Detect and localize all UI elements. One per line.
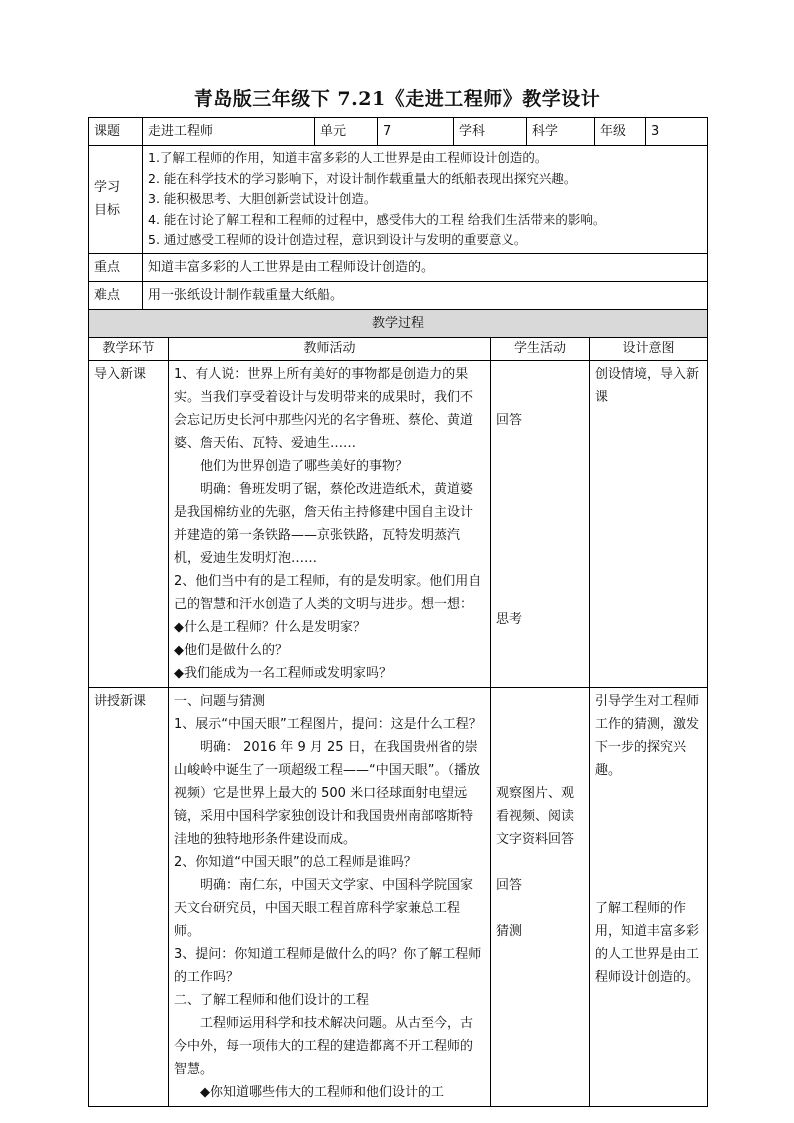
intro-teacher-para: 2、他们当中有的是工程师，有的是发明家。他们用自己的智慧和汗水创造了人类的文明与进步。想一想：: [174, 573, 482, 612]
lecture-teacher-para: 一、问题与猜测: [174, 693, 266, 709]
lecture-teacher-para: 3、提问：你知道工程师是做什么的吗？你了解工程师的工作吗？: [174, 946, 482, 985]
objectives-label: [89, 146, 143, 254]
objective-item: 4. 能在讨论了解工程和工程师的过程中，感受伟大的工程 给我们生活带来的影响。: [148, 211, 606, 227]
document-title: 青岛版三年级下 7.21《走进工程师》教学设计: [193, 88, 601, 110]
topic-label: 课题: [89, 118, 143, 146]
lecture-teacher-para: 1、展示“中国天眼”工程图片，提问：这是什么工程？: [174, 716, 482, 732]
lecture-teacher-para: 明确： 2016 年 9 月 25 日，在我国贵州省的崇山峻岭中诞生了一项超级工程——“中国天眼”。（播放视频）它是世界上最大的 500 米口径球面射电望远镜，采用中国科学家独创设计和我国贵州南部喀斯特洼地的独特地形条件建设而成。: [174, 739, 480, 847]
difficulty-text: 用一张纸设计制作载重量大纸船。: [143, 281, 708, 309]
unit-value: 7: [378, 118, 454, 146]
lecture-stage: 讲授新课: [89, 687, 169, 1106]
lecture-design-intent: [590, 687, 708, 1106]
lecture-student-answer: 回答: [496, 877, 523, 893]
lecture-teacher-para: 工程师运用科学和技术解决问题。从古至今，古今中外，每一项伟大的工程的建造都离不开工程师的智慧。: [174, 1015, 474, 1077]
column-header-stage: 教学环节: [89, 338, 169, 361]
intro-design-intent: 创设情境，导入新课: [590, 360, 708, 687]
objectives-label-line2: 目标: [94, 203, 121, 219]
intro-teacher-bullet: ◆他们是做什么的？: [174, 642, 288, 658]
column-header-student: 学生活动: [491, 338, 590, 361]
key-point-label: 重点: [89, 253, 143, 281]
objective-item: 3. 能积极思考、大胆创新尝试设计创造。: [148, 191, 377, 206]
lecture-teacher-bullet: ◆你知道哪些伟大的工程师和他们设计的工: [200, 1084, 444, 1100]
grade-value: 3: [646, 118, 708, 146]
lecture-teacher-para: 2、你知道“中国天眼”的总工程师是谁吗？: [174, 854, 417, 870]
lecture-student-guess: 猜测: [496, 923, 523, 939]
subject-label: 学科: [454, 118, 527, 146]
objectives-list: [143, 146, 708, 254]
intro-teacher-para: 明确：鲁班发明了锯，蔡伦改进造纸术，黄道婆是我国棉纺业的先驱，詹天佑主持修建中国自主设计并建造的第一条铁路——京张铁路，瓦特发明蒸汽机，爱迪生发明灯泡……: [174, 481, 474, 566]
intro-stage: 导入新课: [89, 360, 169, 687]
key-point-text: 知道丰富多彩的人工世界是由工程师设计创造的。: [143, 253, 708, 281]
intro-student-activity: [491, 360, 590, 687]
lecture-intent-1: 引导学生对工程师工作的猜测，激发下一步的探究兴趣。: [595, 693, 700, 778]
intro-student-think: 思考: [496, 611, 523, 627]
intro-student-answer: 回答: [496, 412, 523, 428]
lecture-teacher-para: 二、了解工程师和他们设计的工程: [174, 992, 370, 1008]
lecture-intent-2: 了解工程师的作用，知道丰富多彩的人工世界是由工程师设计创造的。: [595, 900, 700, 985]
process-header: 教学过程: [89, 309, 708, 337]
lesson-plan-table: [88, 117, 707, 1107]
subject-value: 科学: [527, 118, 595, 146]
objectives-label-line1: 学习: [94, 180, 121, 196]
intro-teacher-para: 他们为世界创造了哪些美好的事物？: [200, 458, 409, 474]
intro-teacher-activity: [169, 360, 491, 687]
unit-label: 单元: [315, 118, 378, 146]
lecture-teacher-para: 明确：南仁东，中国天文学家、中国科学院国家天文台研究员，中国天眼工程首席科学家兼总工程师。: [174, 877, 474, 939]
objective-item: 1.了解工程师的作用，知道丰富多彩的人工世界是由工程师设计创造的。: [148, 150, 548, 165]
intro-teacher-bullet: ◆我们能成为一名工程师或发明家吗？: [174, 665, 392, 681]
column-header-teacher: 教师活动: [169, 338, 491, 361]
lecture-student-observe: 观察图片、观看视频、阅读文字资料回答: [496, 785, 575, 847]
difficulty-label: 难点: [89, 281, 143, 309]
lecture-student-activity: [491, 687, 590, 1106]
intro-teacher-bullet: ◆什么是工程师？什么是发明家？: [174, 619, 366, 635]
grade-label: 年级: [595, 118, 646, 146]
topic-value: 走进工程师: [143, 118, 315, 146]
objective-item: 5. 通过感受工程师的设计创造过程，意识到设计与发明的重要意义。: [148, 232, 527, 247]
intro-teacher-para: 1、有人说：世界上所有美好的事物都是创造力的果实。当我们享受着设计与发明带来的成果时，我们不会忘记历史长河中那些闪光的名字鲁班、蔡伦、黄道婆、詹天佑、瓦特、爱迪生……: [174, 366, 474, 451]
objective-item: 2. 能在科学技术的学习影响下，对设计制作载重量大的纸船表现出探究兴趣。: [148, 170, 577, 186]
lecture-teacher-activity: [169, 687, 491, 1106]
column-header-intent: 设计意图: [590, 338, 708, 361]
